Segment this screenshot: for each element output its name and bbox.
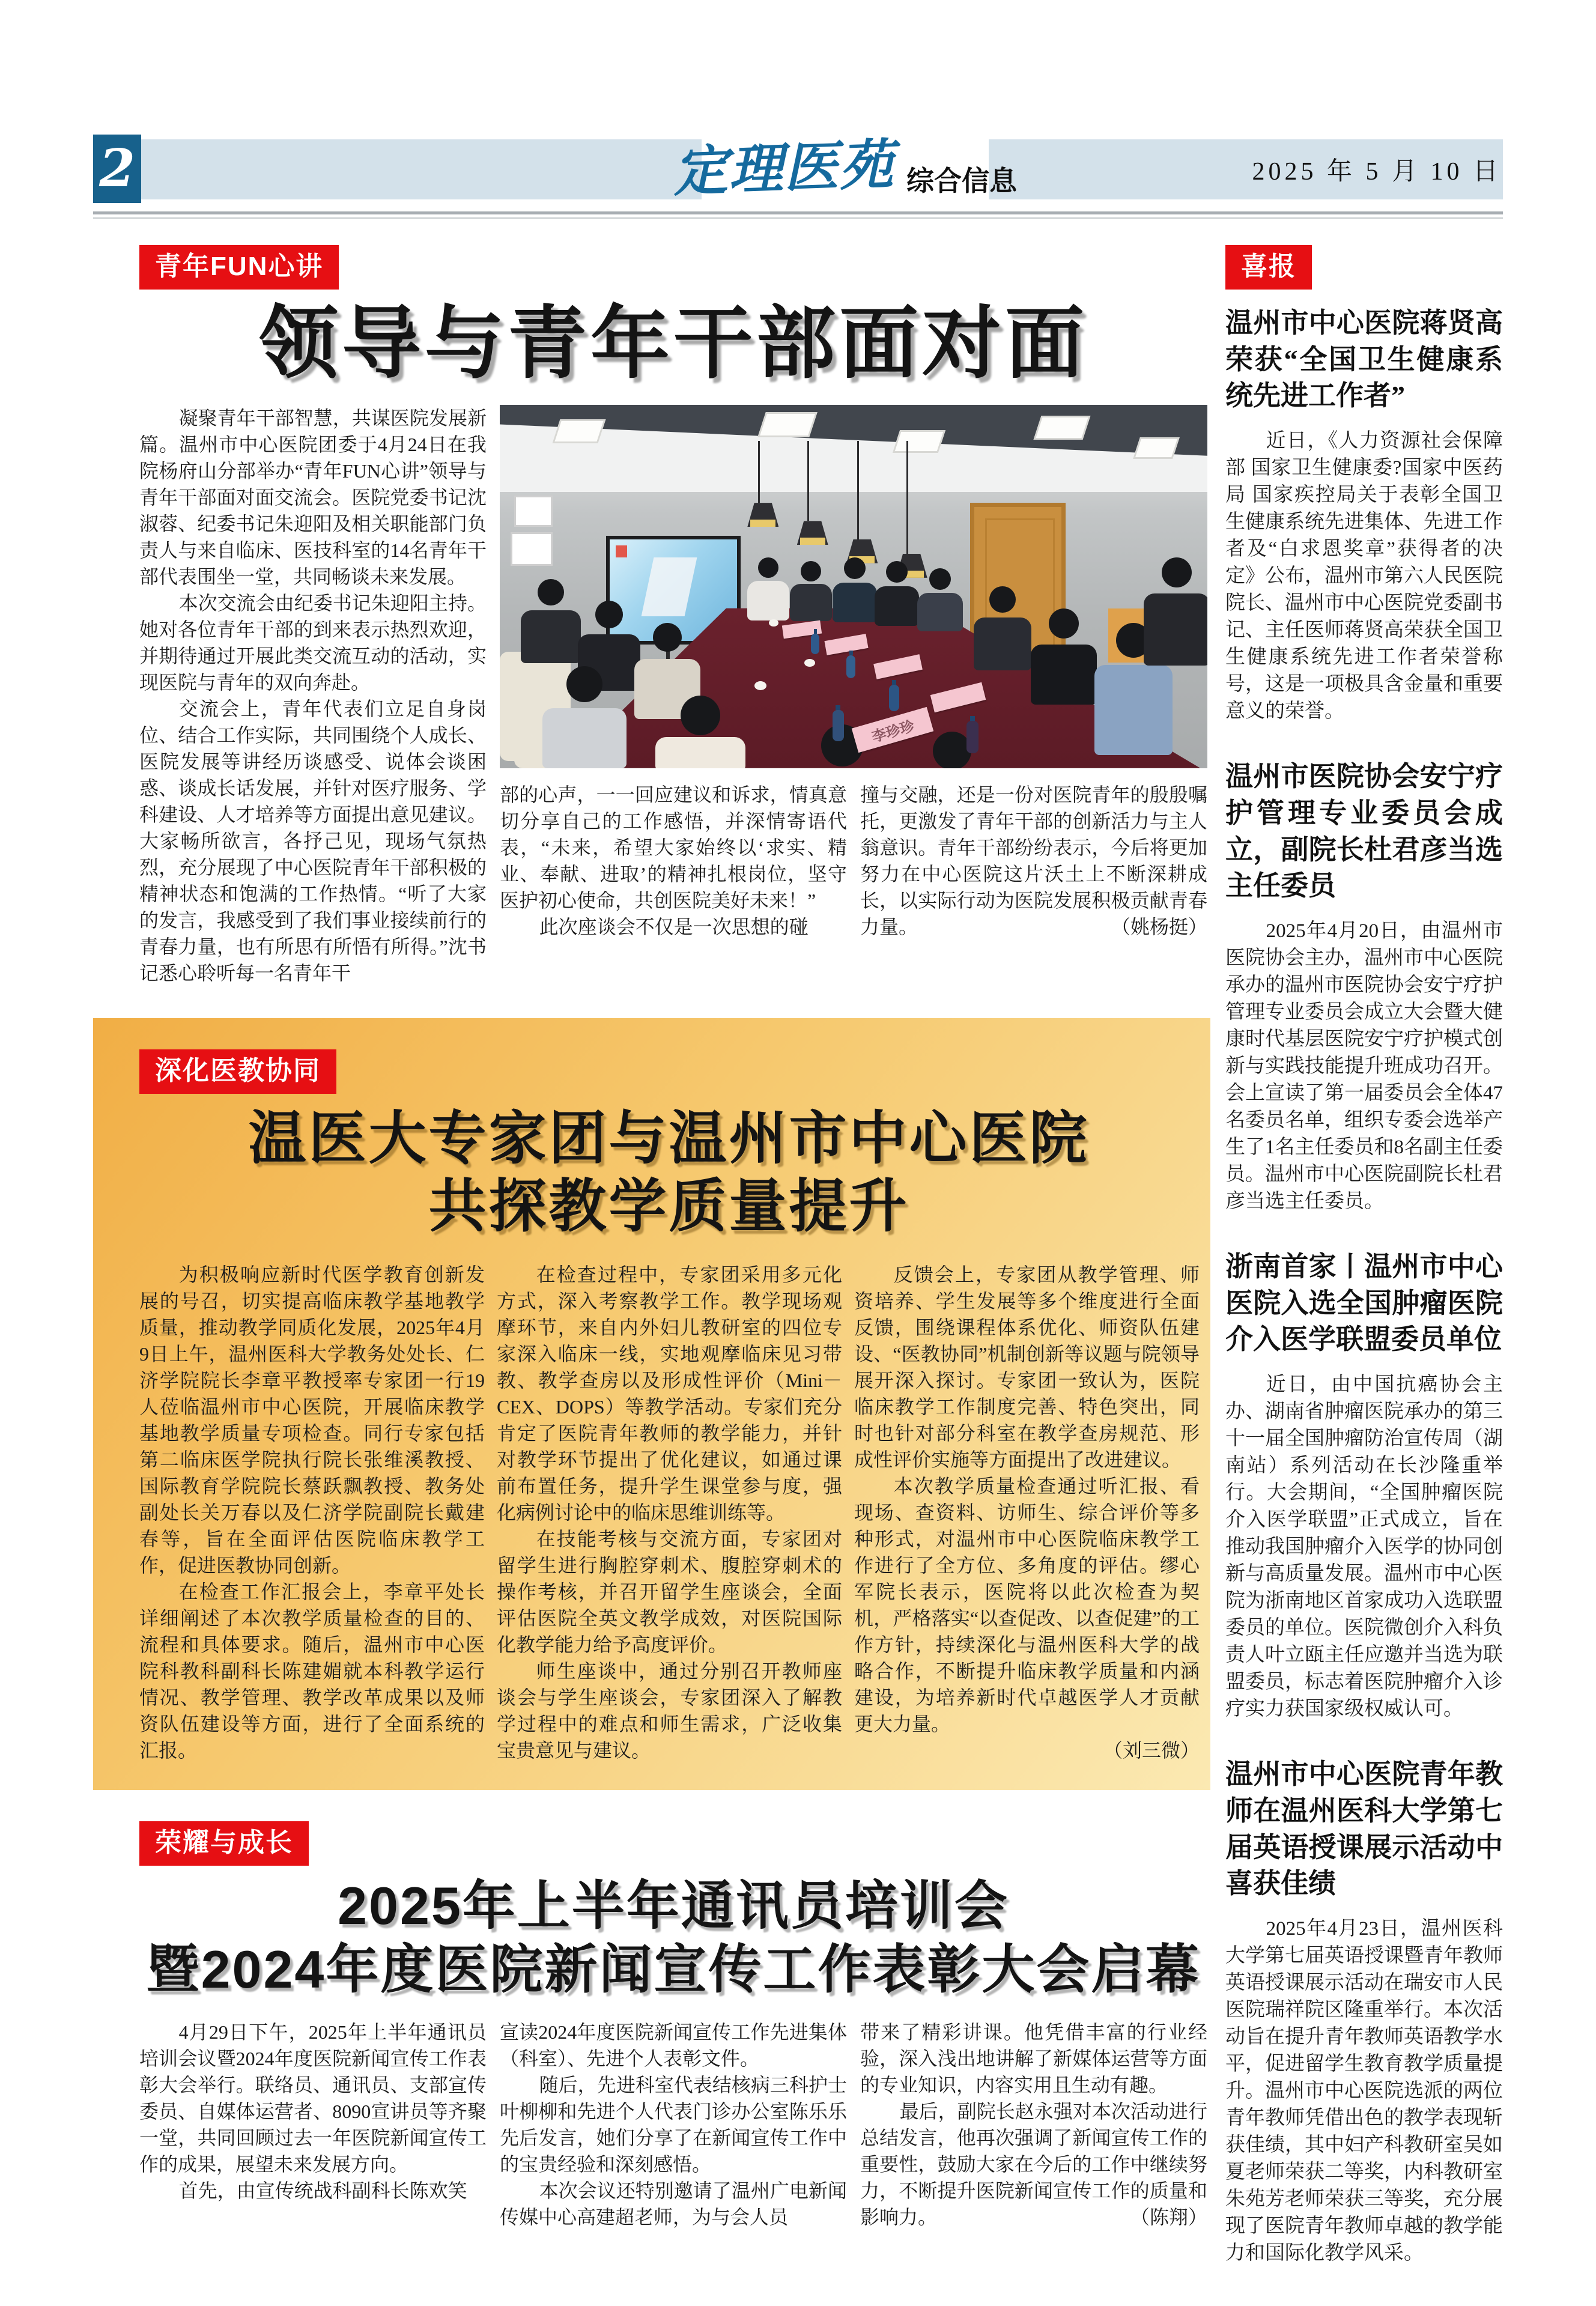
cup [754,681,766,690]
article-column-2: 在检查过程中，专家团采用多元化方式，深入考察教学工作。教学现场观摩环节，来自内外妇儿教研室的四位专家深入临床一线，实地观摩临床见习带教、教学查房以及形成性评价（Mini－CEX、DOPS）等教学活动。专家们充分肯定了医院青年教师的教学能力，并针对教学环节提出了优化建议，如通过课前布置任务，提升学生课堂参与度，强化病例讨论中的临床思维训练等。 在技能考核与交流方面，专家团对留学生进行胸腔穿刺术、腹腔穿刺术的操作考核，并召开留学生座谈会，全面评估医院全英文教学成效，对医院国际化教学能力给予高度评价。 师生座谈中，通过分别召开教师座谈会与学生座谈会，专家团深入了解教学过程中的难点和师生需求，广泛收集宝贵意见与建议。 [497,1263,842,1761]
masthead-plate [672,132,1017,204]
recessed-light [553,419,606,443]
issue-date: 2025 年 5 月 10 日 [1252,158,1502,186]
headline-line-1: 2025年上半年通讯员培训会 [338,1876,1009,1935]
article-correspondent-training [139,1821,1207,2230]
header-rule-thick [93,211,1503,214]
sidebar-tag: 喜报 [1225,245,1312,290]
recessed-light [1034,416,1091,440]
water-bottle [846,655,855,678]
section-label: 综合信息 [906,165,1017,196]
wall-picture-frame [511,532,553,566]
article-youth-forum [139,245,1207,986]
sidebar-article-title: 温州市医院协会安宁疗护管理专业委员会成立，副院长杜君彦当选主任委员 [1225,761,1503,902]
masthead-logo: 定理医苑 [672,132,896,204]
person-silhouette [917,568,963,631]
sidebar-article-body: 2025年4月20日，由温州市医院协会主办，温州市中心医院承办的温州市医院协会安宁疗护管理专业委员会成立大会暨大健康时代基层医院安宁疗护模式创新与实践技能提升班成功召开。会上宣读了第一届委员会全体47名委员名单，组织专委会选举产生了1名主任委员和8名副主任委员。温州市中心医院副院长杜君彦当选主任委员。 [1225,920,1503,1213]
article-column-1: 4月29日下午，2025年上半年通讯员培训会议暨2024年度医院新闻宣传工作表彰大会举行。联络员、通讯员、支部宣传委员、自媒体运营者、8090宣讲员等齐聚一堂，共同回顾过去一年医院新闻宣传工作的成果，展望未来发展方向。 首先，由宣传统战科副科长陈欢笑 [139,2021,487,2202]
headline-line-1: 温医大专家团与温州市中心医院 [248,1106,1090,1171]
sidebar-article [1225,1249,1503,1723]
person-silhouette [790,561,832,621]
person-silhouette [974,586,1031,670]
cup [769,619,778,627]
person-silhouette [1144,557,1207,666]
article-column-1: 凝聚青年干部智慧，共谋医院发展新篇。温州市中心医院团委于4月24日在我院杨府山分部举办“青年FUN心讲”领导与青年干部面对面交流会。医院党委书记沈淑蓉、纪委书记朱迎阳及相关职能部门负责人与来自临床、医技科室的14名青年干部代表围坐一堂，共同畅谈未来发展。 本次交流会由纪委书记朱迎阳主持。她对各位青年干部的到来表示热烈欢迎，并期待通过开展此类交流互动的活动，实现医院与青年的双向奔赴。 交流会上，青年代表们立足自身岗位、结合工作实际，共同围绕个人成长、医院发展等讲经历谈感受、说体会谈困惑、谈成长话发展，并针对医疗服务、学科建设、人才培养等方面提出意见建议。大家畅所欲言，各抒己见，现场气氛热烈，充分展现了中心医院青年干部积极的精神状态和饱满的工作热情。“听了大家的发言，我感受到了我们事业接续前行的青春力量，也有所思有所悟有所得。”沈书记悉心聆听每一名青年干 [139,407,487,984]
person-silhouette [910,732,994,768]
pendant-lamp [758,441,760,503]
water-bottle [889,685,899,711]
wall-picture-frame [514,496,553,527]
article-column-3: 带来了精彩讲课。他凭借丰富的行业经验，深入浅出地讲解了新媒体运营等方面的专业知识，内容实用且生动有趣。 最后，副院长赵永强对本次活动进行总结发言，他再次强调了新闻宣传工作的重要性，鼓励大家在今后的工作中继续努力，不断提升医院新闻宣传工作的质量和影响力。 （陈翔） [860,2019,1207,2230]
page-number-box [93,135,141,203]
article-column-2: 部的心声，一一回应建议和诉求，情真意切分享自己的工作感悟，并深情寄语代表，“未来，希望大家始终以‘求实、精业、奉献、进取’的精神扎根岗位，坚守医护初心使命，共创医院美好未来！” 此次座谈会不仅是一次思想的碰 [500,783,847,938]
person-silhouette [875,561,919,626]
article-headline [139,1874,1207,2001]
pendant-lamp [797,521,828,545]
sidebar-article-body: 近日，由中国抗癌协会主办、湖南省肿瘤医院承办的第三十一届全国肿瘤防治宣传周（湖南站）系列活动在长沙隆重举行。大会期间，“全国肿瘤医院介入医学联盟”正式成立，旨在推动我国肿瘤介入医学的协同创新与高质量发展。温州市中心医院为浙南地区首家成功入选联盟委员的单位。医院微创介入科负责人叶立瓯主任应邀并当选为联盟委员，标志着医院肿瘤介入诊疗实力获国家级权威认可。 [1225,1374,1503,1720]
sidebar-article-title: 浙南首家丨温州市中心医院入选全国肿瘤医院介入医学联盟委员单位 [1225,1251,1503,1355]
pendant-lamp [906,441,908,554]
meeting-photo [500,405,1207,768]
article-column-3: 撞与交融，还是一份对医院青年的殷殷嘱托，更激发了青年干部的创新活力与主人翁意识。青年干部纷纷表示，今后将更加努力在中心医院这片沃土上不断深耕成长，以实际行动为医院发展积极贡献青春力量。 （姚杨挺） [860,781,1207,986]
recessed-light [757,412,818,437]
article-column-1: 为积极响应新时代医学教育创新发展的号召，切实提高临床教学基地教学质量，推动教学同质化发展，2025年4月9日上午，温州医科大学教务处处长、仁济学院院长李章平教授率专家团一行19人莅临温州市中心医院，开展临床教学基地教学质量专项检查。同行专家包括第二临床医学院执行院长张维溪教授、国际教育学院院长蔡跃飘教授、教务处副处长关万春以及仁济学院副院长戴建春等，旨在全面评估医院临床教学工作，促进医教协同创新。 在检查工作汇报会上，李章平处长详细阐述了本次教学质量检查的目的、流程和具体要求。随后，温州市中心医院科教科副科长陈建媚就本科教学运行情况、教学管理、教学改革成果以及师资队伍建设等方面，进行了全面系统的汇报。 [139,1263,485,1761]
name-card-text: 李珍珍 [870,718,917,745]
person-silhouette [833,557,877,622]
water-bottle [811,634,819,654]
article-column-3: 反馈会上，专家团从教学管理、师资培养、学生发展等多个维度进行全面反馈，围绕课程体系优化、师资队伍建设、“医教协同”机制创新等议题与院领导展开深入探讨。专家团一致认为，医院临床教学工作制度完善、特色突出，同时也针对部分科室在教学查房规范、形成性评价实施等方面提出了改进建议。 本次教学质量检查通过听汇报、看现场、查资料、访师生、综合评价等多种形式，对温州市中心医院临床教学工作进行了全方位、多角度的评估。缪心军院长表示，医院将以此次检查为契机，严格落实“以查促改、以查促建”的工作方针，持续深化与温州医科大学的战略合作，不断提升临床教学质量和内涵建设，为培养新时代卓越医学人才贡献更大力量。 （刘三微） [854,1261,1200,1764]
article-headline [139,1105,1198,1241]
article-tag: 荣耀与成长 [139,1821,309,1866]
person-silhouette [747,557,789,620]
person-silhouette [521,579,581,663]
headline-line-2: 共探教学质量提升 [428,1174,909,1239]
article-headline: 领导与青年干部面对面 [259,299,1088,387]
sidebar-article-body: 2025年4月23日，温州医科大学第七届英语授课暨青年教师英语授课展示活动在瑞安市人民医院瑞祥院区隆重举行。本次活动旨在提升青年教师英语教学水平，促进留学生教育教学质量提升。温州市中心医院选派的两位青年教师凭借出色的教学表现斩获佳绩，其中妇产科教研室吴如夏老师荣获二等奖，内科教研室朱苑芳老师荣获三等奖，充分展现了医院青年教师卓越的教学能力和国际化教学风采。 [1225,1918,1503,2265]
headline-line-2: 暨2024年度医院新闻宣传工作表彰大会启幕 [146,1939,1201,1999]
pendant-lamp [747,503,778,527]
sidebar-article-title: 温州市中心医院蒋贤高荣获“全国卫生健康系统先进工作者” [1225,308,1503,411]
person-silhouette [542,666,627,768]
article-teaching-quality [93,1018,1210,1790]
article-tag: 深化医教协同 [139,1049,336,1094]
recessed-light [892,430,945,453]
byline: （陈翔） [1130,2206,1207,2229]
byline: （刘三微） [1103,1739,1200,1761]
header-rule-thin [93,217,1503,219]
person-silhouette [655,696,745,768]
pendant-lamp [807,441,809,521]
sidebar-article-title: 温州市中心医院青年教师在温州医科大学第七届英语授课展示活动中喜获佳绩 [1225,1759,1503,1899]
sidebar-article [1225,759,1503,1215]
article-column-2: 宣读2024年度医院新闻宣传工作先进集体（科室）、先进个人表彰文件。 随后，先进科室代表结核病三科护士叶柳柳和先进个人代表门诊办公室陈乐乐先后发言，她们分享了在新闻宣传工作中的宝贵经验和深刻感悟。 本次会议还特别邀请了温州广电新闻传媒中心高建超老师，为与会人员 [500,2021,847,2229]
sidebar-article [1225,1756,1503,2267]
pendant-lamp [857,441,859,539]
sidebar-article-body: 近日，《人力资源社会保障部 国家卫生健康委?国家中医药局 国家疾控局关于表彰全国卫生健康系统先进集体、先进工作者及“白求恩奖章”获得者的决定》公布，温州市第六人民医院院长、温州市中心医院党委副书记、主任医师蒋贤高荣获全国卫生健康系统先进工作者荣誉称号，这是一项极具含金量和重要意义的荣誉。 [1225,430,1503,723]
page-number: 2 [99,138,135,199]
article-tag: 青年FUN心讲 [139,245,339,290]
byline: （姚杨挺） [1111,915,1207,938]
water-bottle [833,710,844,741]
person-silhouette [1031,608,1097,705]
sidebar-article [1225,305,1503,725]
recessed-light [1133,437,1180,459]
cup [804,659,815,667]
water-bottle [966,721,979,753]
sidebar-good-news [1225,245,1503,2267]
